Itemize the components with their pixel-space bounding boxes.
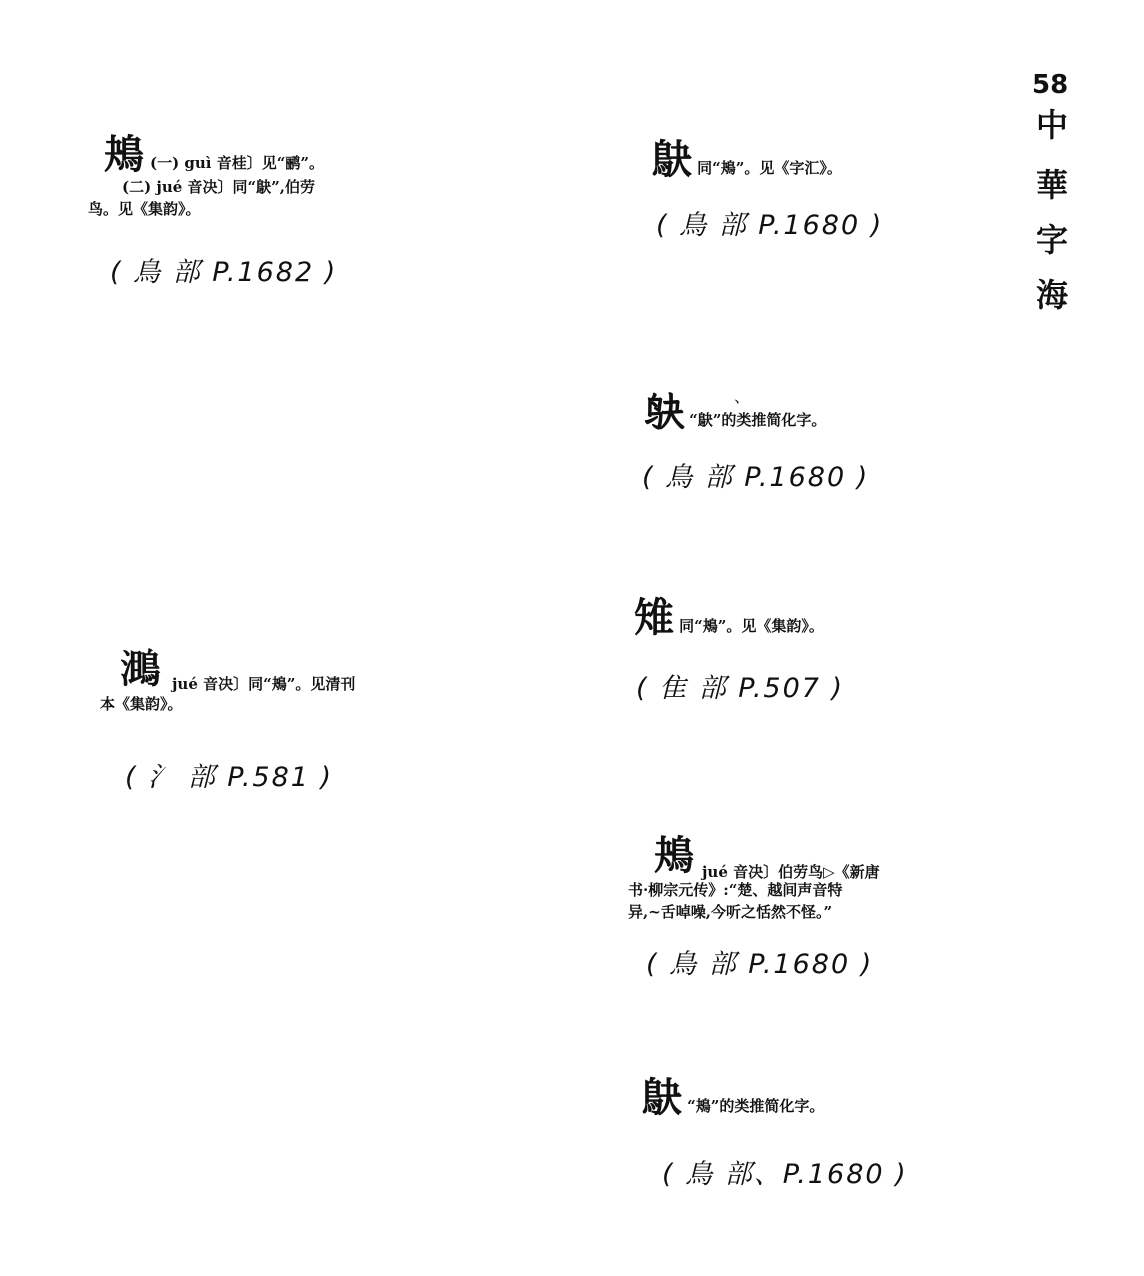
entry-headword: 鴃 <box>642 1074 682 1121</box>
handwritten-reference: ( 鳥 部 P.1682 ) <box>110 257 338 288</box>
entry-definition-line: 鸟。见《集韵》。 <box>88 199 201 218</box>
entry-definition-line: 同“鴂”。见《字汇》。 <box>697 159 842 177</box>
entry-5 <box>100 646 420 716</box>
handwritten-reference: ( 鳥 部 P.1680 ) <box>642 462 870 493</box>
entry-definition-line: 异,~舌啅噪,今听之恬然不怪。” <box>628 902 833 921</box>
page-number: 58 <box>1032 70 1069 100</box>
entry-definition-line: 同“鴂”。见《集韵》。 <box>679 617 824 635</box>
entry-definition-line: (二) jué 音决〕同“鴃”,伯劳 <box>122 178 315 196</box>
entry-6 <box>628 832 948 924</box>
entry-headword: 鴃 <box>652 136 692 183</box>
entry-headword: 𫛞 <box>644 388 684 435</box>
book-title-char-3: 字 <box>1036 221 1069 259</box>
book-title-char-4: 海 <box>1036 276 1069 314</box>
entry-1 <box>88 131 408 221</box>
entry-definition-line: jué 音决〕同“鴂”。见清刊 <box>172 675 356 693</box>
book-title-char-1: 中 <box>1036 106 1069 144</box>
entry-headword: 鴂 <box>104 131 144 178</box>
entry-7 <box>642 1074 942 1121</box>
entry-3 <box>644 388 944 435</box>
entry-headword: 雉 <box>634 594 674 641</box>
tone-mark: 、 <box>734 387 751 406</box>
handwritten-reference: ( 氵 部 P.581 ) <box>125 762 334 793</box>
handwritten-reference: ( 鳥 部 P.1680 ) <box>656 210 884 241</box>
entry-definition-line: jué 音决〕伯劳鸟▷《新唐 <box>702 863 880 881</box>
entry-definition-line: (一) guì 音桂〕见“鹂”。 <box>150 154 324 172</box>
handwritten-reference: ( 鳥 部、P.1680 ) <box>662 1159 908 1190</box>
book-title-char-2: 華 <box>1036 166 1069 204</box>
entry-4 <box>634 594 934 641</box>
entry-headword: 𪂔 <box>120 646 160 693</box>
handwritten-reference: ( 鳥 部 P.1680 ) <box>646 949 874 980</box>
entry-definition-line: 本《集韵》。 <box>100 695 183 713</box>
handwritten-reference: ( 隹 部 P.507 ) <box>636 673 845 704</box>
entry-definition-line: “鴃”的类推简化字。 <box>689 411 827 429</box>
entry-definition-line: 书·柳宗元传》:“楚、越间声音特 <box>628 881 843 899</box>
entry-2 <box>652 136 952 183</box>
entry-definition-line: “鴂”的类推简化字。 <box>687 1097 825 1115</box>
entry-headword: 鴂 <box>654 832 694 879</box>
